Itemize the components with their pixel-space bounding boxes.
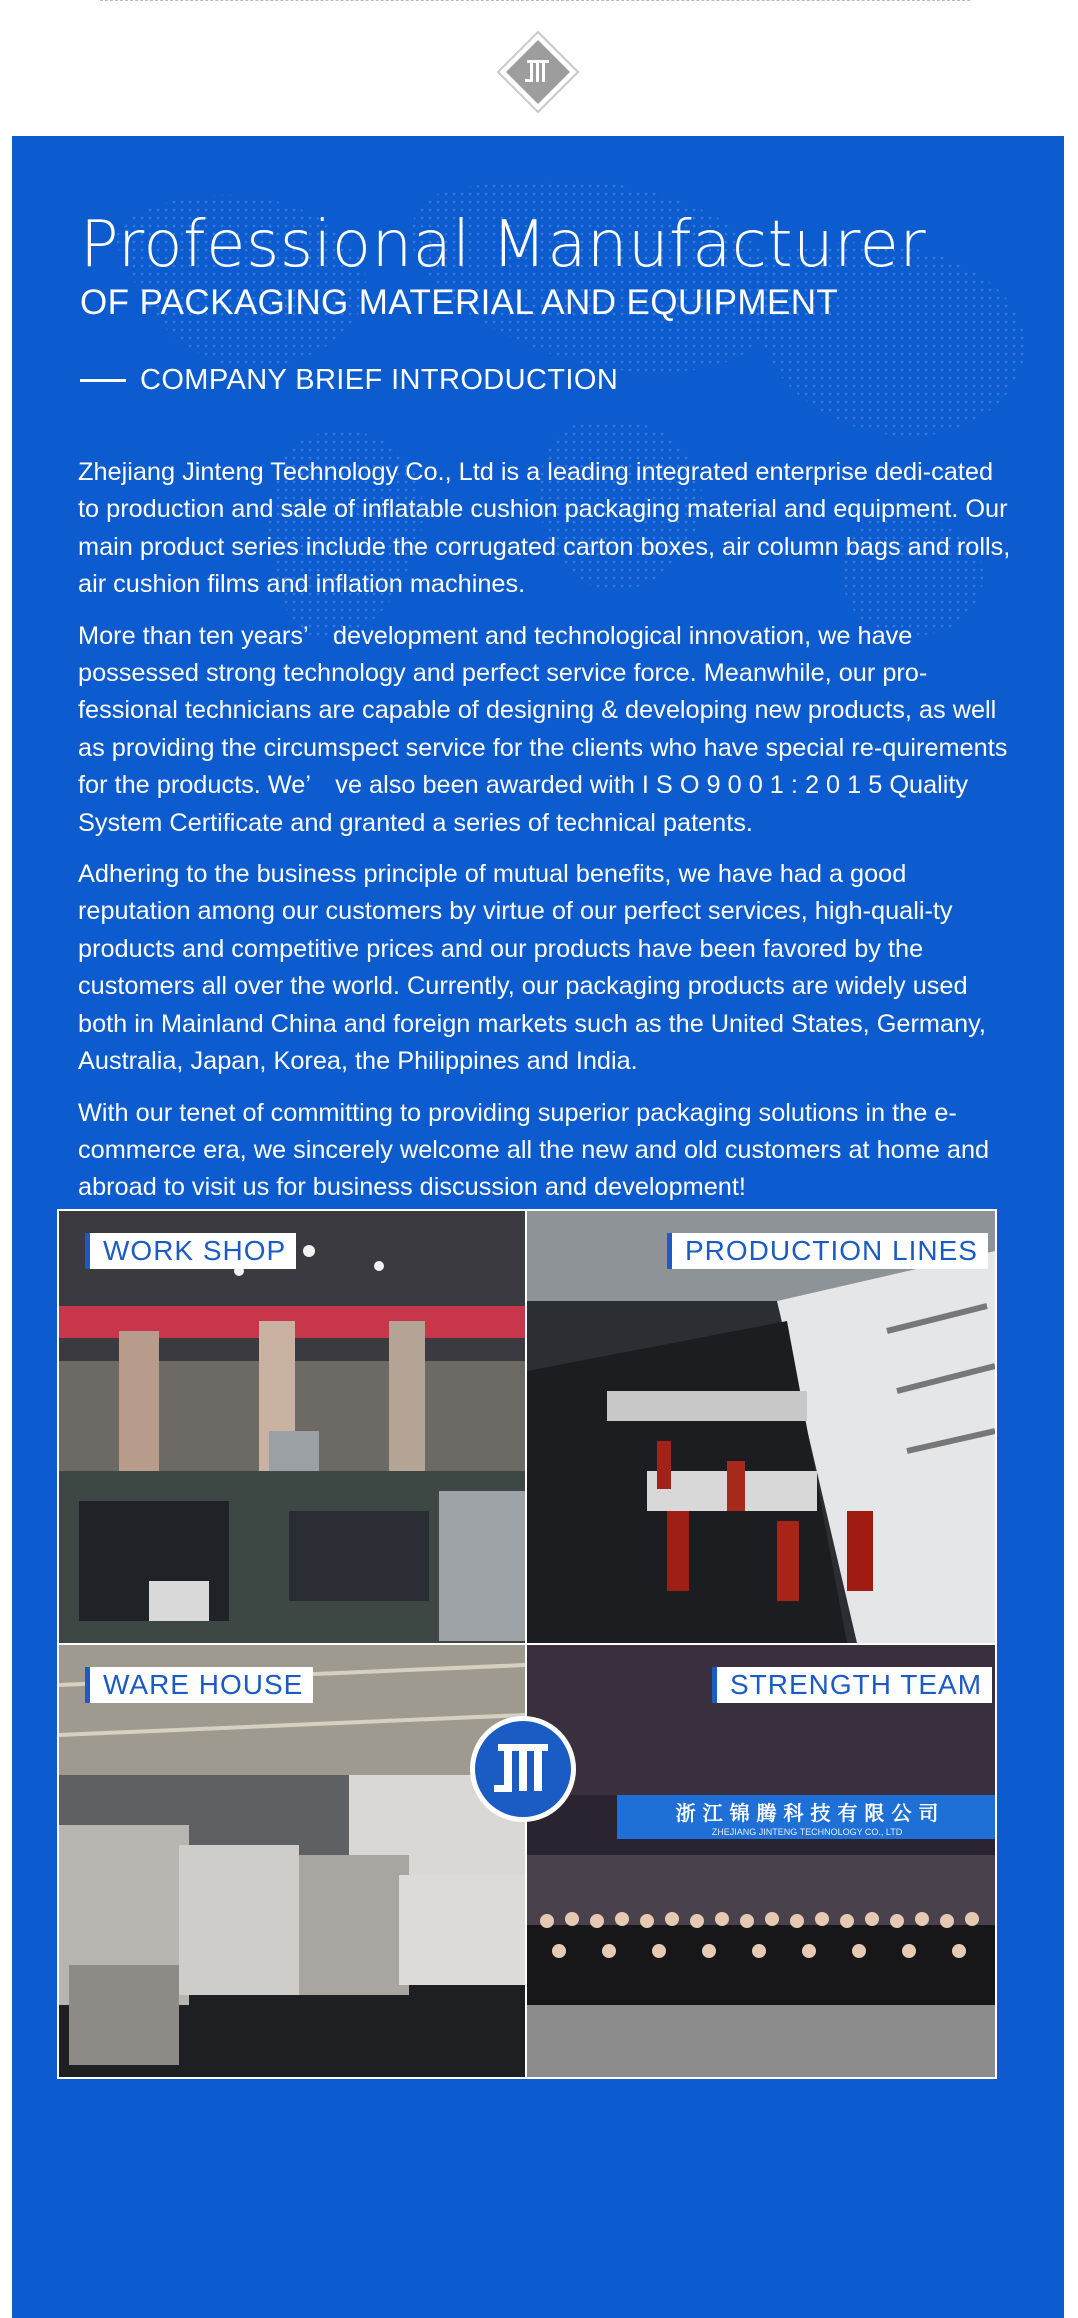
strength-team-photo xyxy=(527,1645,995,2077)
top-dashed-divider xyxy=(100,0,970,2)
description-paragraph: With our tenet of committing to providing superior packaging solutions in the e-commerce era, we sincerely welcome all the new and old customers at home and abroad to visit us for business discussion and development! xyxy=(78,1098,990,1202)
workshop-photo xyxy=(59,1211,525,1643)
jt-diamond-logo-icon xyxy=(496,30,580,114)
section-label: COMPANY BRIEF INTRODUCTION xyxy=(140,363,619,396)
description-paragraph: More than ten years’ development and technological innovation, we have possessed strong technology and perfect service force. Meanwhile, our pro-fessional technicians are capable of designing & developing new products, as well as providing the circumspect service for the clients who have special re-quirements for the products. We’ ve also been awarded with I S O 9 0 0 1 : 2 0 1 5 Quality System Certificate and granted a series of technical patents. xyxy=(78,621,1008,837)
strength-team-photo-tile xyxy=(527,1645,995,2077)
section-dash-decoration xyxy=(80,379,126,382)
tile-label-strength-team: STRENGTH TEAM xyxy=(712,1667,992,1703)
warehouse-photo xyxy=(59,1645,525,2077)
workshop-photo-tile xyxy=(59,1211,525,1643)
company-description xyxy=(78,454,1018,1221)
team-banner-english: ZHEJIANG JINTENG TECHNOLOGY CO., LTD xyxy=(711,1827,903,1837)
tile-label-workshop: WORK SHOP xyxy=(85,1233,296,1269)
production-lines-photo xyxy=(527,1211,995,1643)
facility-photo-grid xyxy=(57,1209,997,2079)
section-label-row xyxy=(80,360,618,400)
tile-label-production-lines: PRODUCTION LINES xyxy=(667,1233,988,1269)
page-subheading: OF PACKAGING MATERIAL AND EQUIPMENT xyxy=(80,283,839,322)
page-headline: Professional Manufacturer xyxy=(80,208,927,282)
description-paragraph: Adhering to the business principle of mutual benefits, we have had a good reputation among our customers by virtue of our perfect services, high-quali-ty products and competitive prices and our products have been favored by the customers all over the world. Currently, our packaging products are widely used both in Mainland China and foreign markets such as the United States, Germany, Australia, Japan, Korea, the Philippines and India. xyxy=(78,860,986,1076)
tile-label-warehouse: WARE HOUSE xyxy=(85,1667,313,1703)
description-paragraph: Zhejiang Jinteng Technology Co., Ltd is a leading integrated enterprise dedi-cated to production and sale of inflatable cushion packaging material and equipment. Our main product series include the corrugated carton boxes, air column bags and rolls, air cushion films and inflation machines. xyxy=(78,458,1011,599)
team-banner-chinese: 浙 江 锦 腾 科 技 有 限 公 司 xyxy=(675,1801,939,1825)
production-lines-photo-tile xyxy=(527,1211,995,1643)
warehouse-photo-tile xyxy=(59,1645,525,2077)
jt-circle-logo-icon xyxy=(468,1714,578,1824)
